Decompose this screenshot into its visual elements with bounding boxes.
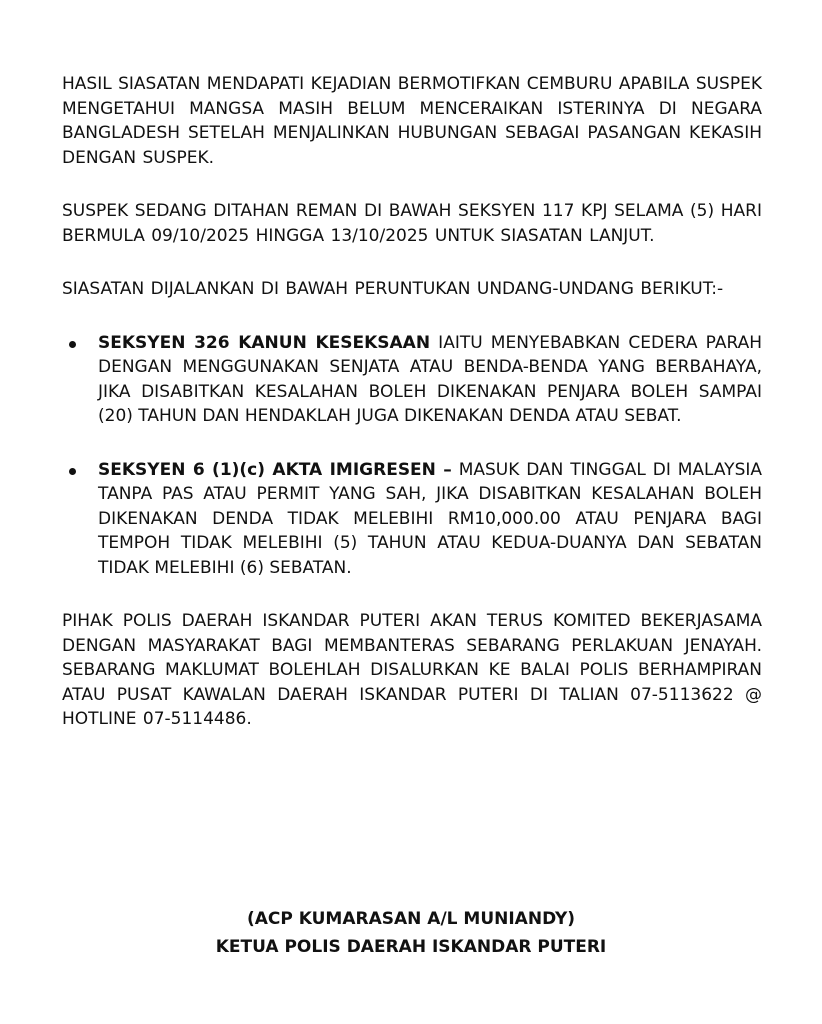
law-list <box>62 331 762 581</box>
law-text: MASUK DAN TINGGAL DI MALAYSIA TANPA PAS ATAU PERMIT YANG SAH, JIKA DISABITKAN KESALAHAN BOLEH DIKENAKAN DENDA TIDAK MELEBIHI RM10,000.00 ATAU PENJARA BAGI TEMPOH TIDAK MELEBIHI (5) TAHUN ATAU KEDUA-DUANYA DAN SEBATAN TIDAK MELEBIHI (6) SEBATAN. <box>98 459 762 578</box>
signatory-name: (ACP KUMARASAN A/L MUNIANDY) <box>246 909 576 929</box>
signature-block <box>0 905 822 961</box>
paragraph-remand: SUSPEK SEDANG DITAHAN REMAN DI BAWAH SEKSYEN 117 KPJ SELAMA (5) HARI BERMULA 09/10/2025 HINGGA 13/10/2025 UNTUK SIASATAN LANJUT. <box>62 201 762 246</box>
law-item-immigration-act <box>62 458 762 581</box>
law-title: SEKSYEN 6 (1)(c) AKTA IMIGRESEN – <box>98 459 452 480</box>
law-item-penal-code <box>62 331 762 429</box>
bullet-icon <box>69 341 76 348</box>
paragraph-legal-provisions: SIASATAN DIJALANKAN DI BAWAH PERUNTUKAN UNDANG-UNDANG BERIKUT:- <box>62 279 724 299</box>
law-title: SEKSYEN 326 KANUN KESEKSAAN <box>98 332 431 353</box>
bullet-icon <box>69 468 76 475</box>
paragraph-investigation-result: HASIL SIASATAN MENDAPATI KEJADIAN BERMOTIFKAN CEMBURU APABILA SUSPEK MENGETAHUI MANGSA MASIH BELUM MENCERAIKAN ISTERINYA DI NEGARA BANGLADESH SETELAH MENJALINKAN HUBUNGAN SEBAGAI PASANGAN KEKASIH DENGAN SUSPEK. <box>62 74 762 168</box>
paragraph-police-commitment: PIHAK POLIS DAERAH ISKANDAR PUTERI AKAN TERUS KOMITED BEKERJASAMA DENGAN MASYARAKAT BAGI MEMBANTERAS SEBARANG PERLAKUAN JENAYAH. SEBARANG MAKLUMAT BOLEHLAH DISALURKAN KE BALAI POLIS BERHAMPIRAN ATAU PUSAT KAWALAN DAERAH ISKANDAR PUTERI DI TALIAN 07-5113622 @ HOTLINE 07-5114486. <box>62 611 762 729</box>
document-body <box>62 72 762 761</box>
signatory-title: KETUA POLIS DAERAH ISKANDAR PUTERI <box>215 937 607 957</box>
law-text: IAITU MENYEBABKAN CEDERA PARAH DENGAN MENGGUNAKAN SENJATA ATAU BENDA-BENDA YANG BERBAHAYA, JIKA DISABITKAN KESALAHAN BOLEH DIKENAKAN PENJARA BOLEH SAMPAI (20) TAHUN DAN HENDAKLAH JUGA DIKENAKAN DENDA ATAU SEBAT. <box>98 332 762 426</box>
